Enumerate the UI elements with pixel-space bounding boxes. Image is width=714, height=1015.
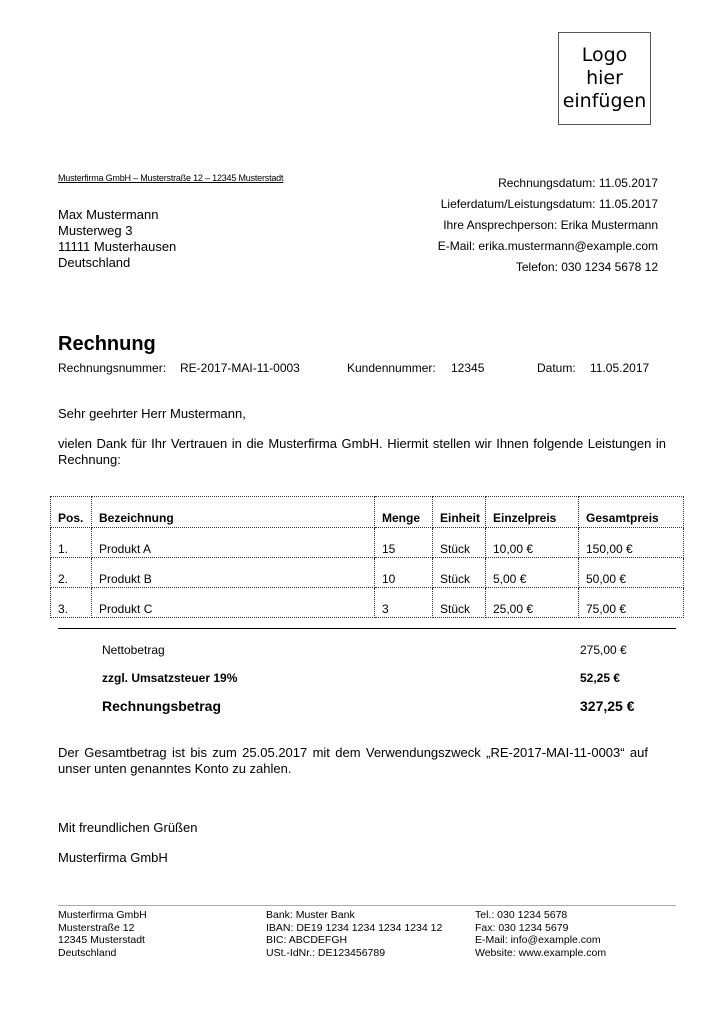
invoice-info-line <box>58 361 649 375</box>
header-pos: Pos. <box>51 497 92 528</box>
footer-line: IBAN: DE19 1234 1234 1234 1234 12 <box>266 921 443 934</box>
cell-unit: Stück <box>433 588 486 618</box>
header-quantity: Menge <box>375 497 433 528</box>
cell-description: Produkt B <box>92 558 375 588</box>
footer-line: Deutschland <box>58 947 117 960</box>
recipient-city: 11111 Musterhausen <box>58 239 177 254</box>
footer-line: Tel.: 030 1234 5678 <box>475 909 568 921</box>
cell-quantity: 3 <box>375 588 433 618</box>
footer-line: Bank: Muster Bank <box>266 909 355 921</box>
meta-contact: Ihre Ansprechperson: Erika Mustermann <box>443 218 658 232</box>
header-unit-price: Einzelpreis <box>486 497 579 528</box>
header-description: Bezeichnung <box>92 497 375 528</box>
invoice-number: RE-2017-MAI-11-0003 <box>180 361 300 375</box>
meta-email: E-Mail: erika.mustermann@example.com <box>437 239 658 253</box>
totals-divider <box>58 628 676 629</box>
footer-line: 12345 Musterstadt <box>58 934 145 947</box>
footer-contact <box>475 909 606 960</box>
header-unit: Einheit <box>433 497 486 528</box>
footer-line: Fax: 030 1234 5679 <box>475 921 569 934</box>
payment-note: Der Gesamtbetrag ist bis zum 25.05.2017 mit dem Verwendungszweck „RE-2017-MAI-11-0003“ auf unser unten genanntes Konto zu zahlen. <box>58 745 648 776</box>
footer-line: Website: www.example.com <box>475 947 607 960</box>
footer-line: Musterfirma GmbH <box>58 909 147 921</box>
footer-company <box>58 909 147 960</box>
table-header-row <box>51 497 684 528</box>
invoice-meta <box>438 173 658 278</box>
header-total-price: Gesamtpreis <box>579 497 684 528</box>
sender-line: Musterfirma GmbH – Musterstraße 12 – 12345 Musterstadt <box>58 173 284 183</box>
items-table <box>50 496 684 618</box>
cell-unit-price: 5,00 € <box>486 558 579 588</box>
table-row <box>51 558 684 588</box>
logo-placeholder <box>558 32 651 125</box>
logo-text-line: Logo <box>581 44 628 66</box>
tax-value: 52,25 € <box>580 671 621 685</box>
logo-text-line: einfügen <box>562 90 647 112</box>
cell-unit-price: 10,00 € <box>486 528 579 558</box>
date-label: Datum: <box>537 361 576 375</box>
intro-text: vielen Dank für Ihr Vertrauen in die Musterfirma GmbH. Hiermit stellen wir Ihnen folgende Leistungen in Rechnung: <box>58 436 666 467</box>
cell-total-price: 50,00 € <box>579 558 684 588</box>
salutation: Sehr geehrter Herr Mustermann, <box>58 406 246 421</box>
signature: Musterfirma GmbH <box>58 850 168 865</box>
footer-line: E-Mail: info@example.com <box>475 934 601 947</box>
invoice-number-label: Rechnungsnummer: <box>58 361 167 375</box>
greeting: Mit freundlichen Grüßen <box>58 820 198 835</box>
net-amount-value: 275,00 € <box>580 643 627 657</box>
cell-total-price: 75,00 € <box>579 588 684 618</box>
cell-quantity: 15 <box>375 528 433 558</box>
cell-unit: Stück <box>433 558 486 588</box>
customer-number: 12345 <box>451 361 485 375</box>
cell-unit: Stück <box>433 528 486 558</box>
cell-pos: 2. <box>51 558 92 588</box>
cell-quantity: 10 <box>375 558 433 588</box>
meta-delivery-date: Lieferdatum/Leistungsdatum: 11.05.2017 <box>440 197 658 211</box>
cell-description: Produkt A <box>92 528 375 558</box>
footer-line: USt.-IdNr.: DE123456789 <box>266 947 386 960</box>
footer-bank <box>266 909 442 960</box>
table-row <box>51 528 684 558</box>
meta-invoice-date: Rechnungsdatum: 11.05.2017 <box>498 176 658 190</box>
recipient-country: Deutschland <box>58 255 131 270</box>
cell-unit-price: 25,00 € <box>486 588 579 618</box>
recipient-address <box>58 207 176 271</box>
cell-pos: 1. <box>51 528 92 558</box>
net-amount-label: Nettobetrag <box>102 643 165 657</box>
footer-divider <box>58 905 676 906</box>
logo-text-line: hier <box>586 67 623 89</box>
customer-number-label: Kundennummer: <box>347 361 436 375</box>
cell-description: Produkt C <box>92 588 375 618</box>
total-label: Rechnungsbetrag <box>102 698 222 714</box>
footer-line: Musterstraße 12 <box>58 921 135 934</box>
footer-line: BIC: ABCDEFGH <box>266 934 348 947</box>
total-value: 327,25 € <box>580 698 635 714</box>
cell-total-price: 150,00 € <box>579 528 684 558</box>
date-value: 11.05.2017 <box>590 361 650 375</box>
meta-phone: Telefon: 030 1234 5678 12 <box>515 260 658 274</box>
recipient-name: Max Mustermann <box>58 207 159 222</box>
table-row <box>51 588 684 618</box>
cell-pos: 3. <box>51 588 92 618</box>
recipient-street: Musterweg 3 <box>58 223 133 238</box>
tax-label: zzgl. Umsatzsteuer 19% <box>102 671 238 685</box>
document-title: Rechnung <box>58 333 156 355</box>
